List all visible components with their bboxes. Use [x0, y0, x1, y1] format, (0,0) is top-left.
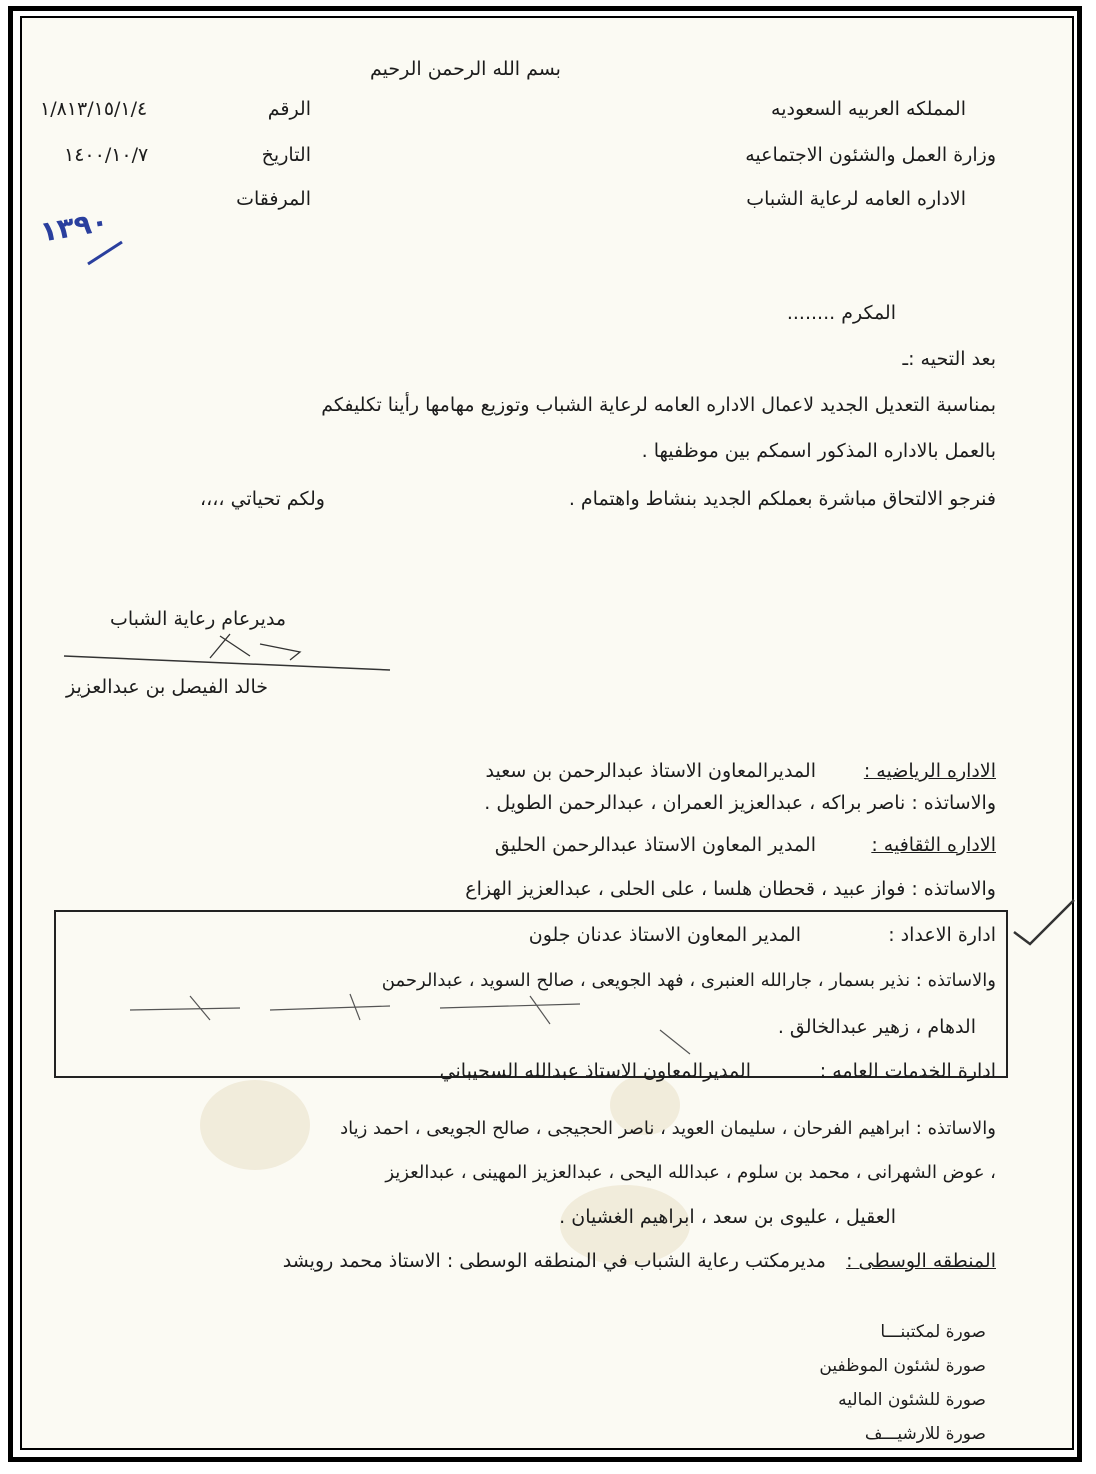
dept-prep-head: المدير المعاون الاستاذ عدنان جلون — [528, 924, 801, 946]
dept-prep-label: ادارة الاعداد : — [888, 924, 996, 946]
copy-line-4: صورة للارشيـــف — [864, 1424, 986, 1444]
dept-prep-staff-1: والاساتذه : نذير بسمار ، جارالله العنبرى ، فهد الجويعى ، صالح السويد ، عبدالرحمن — [381, 970, 996, 991]
body-line-2: بالعمل بالاداره المذكور اسمكم بين موظفيها . — [641, 440, 996, 462]
dept-culture-staff: والاساتذه : فواز عبيد ، قحطان هلسا ، على الحلى ، عبدالعزيز الهزاع — [465, 878, 996, 900]
header-kingdom: المملكه العربيه السعوديه — [771, 98, 966, 120]
handwritten-reference: ١٣٩٠ — [37, 204, 111, 249]
dept-central-label: المنطقه الوسطى : — [846, 1250, 996, 1272]
dept-sports-label: الاداره الرياضيه : — [863, 760, 996, 782]
copy-line-1: صورة لمكتبنـــا — [880, 1322, 986, 1342]
basmala: بسم الله الرحمن الرحيم — [370, 58, 561, 80]
dept-culture-label: الاداره الثقافيه : — [871, 834, 996, 856]
dept-services-staff-1: والاساتذه : ابراهيم الفرحان ، سليمان العويد ، ناصر الحجيجى ، صالح الجويعى ، احمد زياد — [340, 1118, 996, 1139]
dept-services-staff-2: ، عوض الشهرانى ، محمد بن سلوم ، عبدالله اليحى ، عبدالعزيز المهينى ، عبدالعزيز — [385, 1162, 996, 1183]
number-value: ١/٨١٣/١٥/١/٤ — [40, 98, 148, 120]
dept-services-label: ادارة الخدمات العامه : — [819, 1060, 996, 1082]
number-label: الرقم — [267, 98, 311, 120]
attachments-label: المرفقات — [236, 188, 311, 210]
signature-scribble — [60, 630, 400, 680]
body-line-1: بمناسبة التعديل الجديد لاعمال الاداره العامه لرعاية الشباب وتوزيع مهامها رأينا تكليفكم — [321, 394, 996, 416]
pencil-marks — [60, 990, 760, 1060]
dept-services-staff-3: العقيل ، عليوى بن سعد ، ابراهيم الغشيان . — [559, 1206, 896, 1228]
header-ministry: وزارة العمل والشئون الاجتماعيه — [745, 144, 996, 166]
signature-title: مديرعام رعاية الشباب — [110, 608, 287, 630]
copy-line-2: صورة لشئون الموظفين — [819, 1356, 986, 1376]
header-department: الاداره العامه لرعاية الشباب — [746, 188, 966, 210]
dept-central-head: مديرمكتب رعاية الشباب في المنطقه الوسطى : الاستاذ محمد رويشد — [282, 1250, 826, 1272]
handwritten-stroke — [86, 238, 126, 268]
body-line-3: فنرجو الالتحاق مباشرة بعملكم الجديد بنشاط واهتمام . — [568, 488, 996, 510]
document-page — [20, 16, 1074, 1450]
signature-name: خالد الفيصل بن عبدالعزيز — [66, 676, 268, 698]
greeting: بعد التحيه :ـ — [902, 348, 996, 370]
dept-sports-head: المديرالمعاون الاستاذ عبدالرحمن بن سعيد — [485, 760, 816, 782]
dept-prep-staff-2: الدهام ، زهير عبدالخالق . — [777, 1016, 976, 1038]
salutation: المكرم ........ — [786, 302, 896, 324]
dept-sports-staff: والاساتذه : ناصر براكه ، عبدالعزيز العمران ، عبدالرحمن الطويل . — [484, 792, 996, 814]
date-value: ١٤٠٠/١٠/٧ — [64, 144, 149, 166]
copy-line-3: صورة للشئون الماليه — [838, 1390, 986, 1410]
check-mark-icon — [1010, 894, 1080, 954]
dept-culture-head: المدير المعاون الاستاذ عبدالرحمن الحليق — [494, 834, 816, 856]
paper-stain — [200, 1080, 310, 1170]
dept-services-head: المديرالمعاون الاستاذ عبدالله السحيباني — [439, 1060, 751, 1082]
date-label: التاريخ — [261, 144, 311, 166]
closing: ولكم تحياتي ،،،، — [200, 488, 325, 510]
